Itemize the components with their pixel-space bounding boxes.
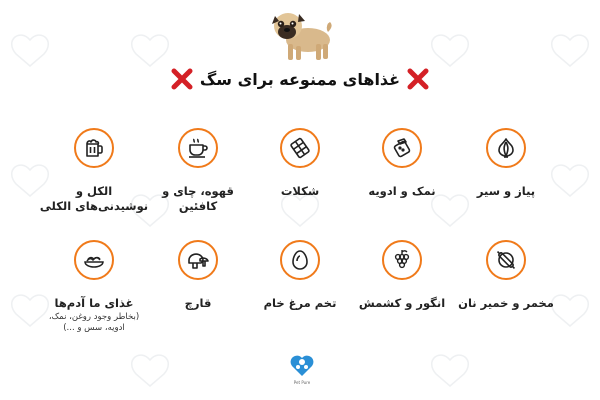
item-label-salt-spices: نمک و ادویه — [368, 184, 436, 198]
food-plate-icon — [74, 240, 114, 280]
heart-paw-logo-icon — [289, 352, 315, 378]
item-sub-human-food: (بخاطر وجود روغن، نمک، ادویه، سس و ...) — [48, 312, 140, 333]
red-x-icon-right — [406, 67, 430, 91]
item-label-mushroom: قارچ — [184, 296, 212, 310]
red-x-icon-left — [170, 67, 194, 91]
salt-shaker-icon — [382, 128, 422, 168]
logo-text: Pet Pure — [293, 380, 311, 385]
egg-icon — [280, 240, 320, 280]
rolling-pin-icon — [486, 240, 526, 280]
item-label-onion-garlic: پیاز و سیر — [476, 184, 536, 198]
item-label-yeast-dough: مخمر و خمیر نان — [458, 296, 554, 310]
coffee-cup-icon — [178, 128, 218, 168]
pug-dog-illustration — [266, 4, 334, 62]
chocolate-bar-icon — [280, 128, 320, 168]
onion-icon — [486, 128, 526, 168]
grapes-icon — [382, 240, 422, 280]
item-label-alcohol: الکل و نوشیدنی‌های الکلی — [39, 184, 149, 213]
item-label-raw-egg: تخم مرغ خام — [263, 296, 337, 310]
page-title: غذاهای ممنوعه برای سگ — [199, 69, 401, 89]
pet-pure-logo — [287, 352, 317, 392]
title-row — [0, 64, 600, 94]
beer-mug-icon — [74, 128, 114, 168]
item-label-human-food: غذای ما آدم‌ها — [54, 296, 134, 310]
item-label-coffee-tea: قهوه، چای و کافئین — [162, 184, 234, 213]
mushroom-icon — [178, 240, 218, 280]
item-label-grapes-raisins: انگور و کشمش — [358, 296, 446, 310]
item-label-chocolate: شکلات — [280, 184, 320, 198]
